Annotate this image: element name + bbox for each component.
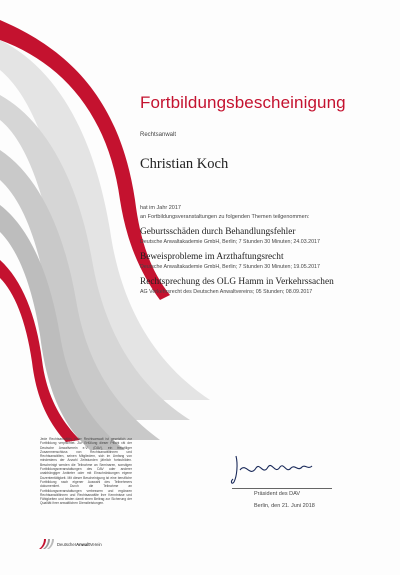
course-detail: Deutsche Anwaltakademie GmbH, Berlin; 7 Stunden 30 Minuten; 19.05.2017 bbox=[140, 264, 320, 270]
legal-notice: Jede Rechtsanwältin, jeder Rechtsanwalt ist gesetzlich zur Fortbildung verpflichtet. Zur Erfüllung dieser Pflicht rät der Deutsche Anwaltverein e.V. (DAV), ein freiwilliger Zusammenschluss von Rechtsanwältinnen und Rechtsanwälten, seinen Mitgliedern, sich im Umfang von mindestens der Anzahl Zeitstunden jährlich fortzubilden. Bescheinigt werden die Teilnahme an Seminaren, sonstigen Fortbildungsveranstaltungen des DAV oder anderer unabhängiger Anbieter oder mit Einschränkungen eigene Dozententätigkeit. Mit dieser Bescheinigung ist eine berufliche Fortbildung nach eigener Auswahl des Teilnehmers dokumentiert. Durch die Teilnahme an Fortbildungsveranstaltungen verbessern und ergänzen Rechtsanwältinnen und Rechtsanwälte ihre Kenntnisse und Fähigkeiten und leisten damit einen Beitrag zur Sicherung der Qualität ihrer anwaltlichen Dienstleistungen. bbox=[40, 437, 132, 506]
course-title: Geburtsschäden durch Behandlungsfehler bbox=[140, 227, 296, 237]
dav-logo-mark-icon bbox=[38, 538, 56, 550]
dav-logo-text: DeutscherAnwaltVerein bbox=[57, 541, 102, 547]
certificate-title: Fortbildungsbescheinigung bbox=[140, 93, 346, 112]
course-item bbox=[140, 277, 390, 296]
course-list bbox=[140, 227, 390, 302]
recipient-name: Christian Koch bbox=[140, 156, 229, 172]
course-detail: Deutsche Anwaltakademie GmbH, Berlin; 7 Stunden 30 Minuten; 24.03.2017 bbox=[140, 239, 320, 245]
course-item bbox=[140, 252, 390, 271]
dav-logo bbox=[38, 538, 102, 550]
recipient-role: Rechtsanwalt bbox=[140, 132, 177, 138]
intro-line-year: hat im Jahr 2017 bbox=[140, 205, 181, 211]
course-detail: AG Verkehrsrecht des Deutschen Anwaltvereins; 05 Stunden; 08.09.2017 bbox=[140, 289, 313, 295]
signatory-role: Präsident des DAV bbox=[254, 491, 301, 497]
intro-text bbox=[140, 204, 309, 221]
signature-graphic bbox=[228, 452, 318, 487]
signature-line bbox=[232, 488, 332, 489]
course-item bbox=[140, 227, 390, 246]
course-title: Beweisprobleme im Arzthaftungsrecht bbox=[140, 252, 284, 262]
issue-date: Berlin, den 21. Juni 2018 bbox=[254, 503, 315, 509]
intro-line-topics: an Fortbildungsveranstaltungen zu folgenden Themen teilgenommen: bbox=[140, 213, 310, 220]
course-title: Rechtsprechung des OLG Hamm in Verkehrssachen bbox=[140, 277, 334, 287]
